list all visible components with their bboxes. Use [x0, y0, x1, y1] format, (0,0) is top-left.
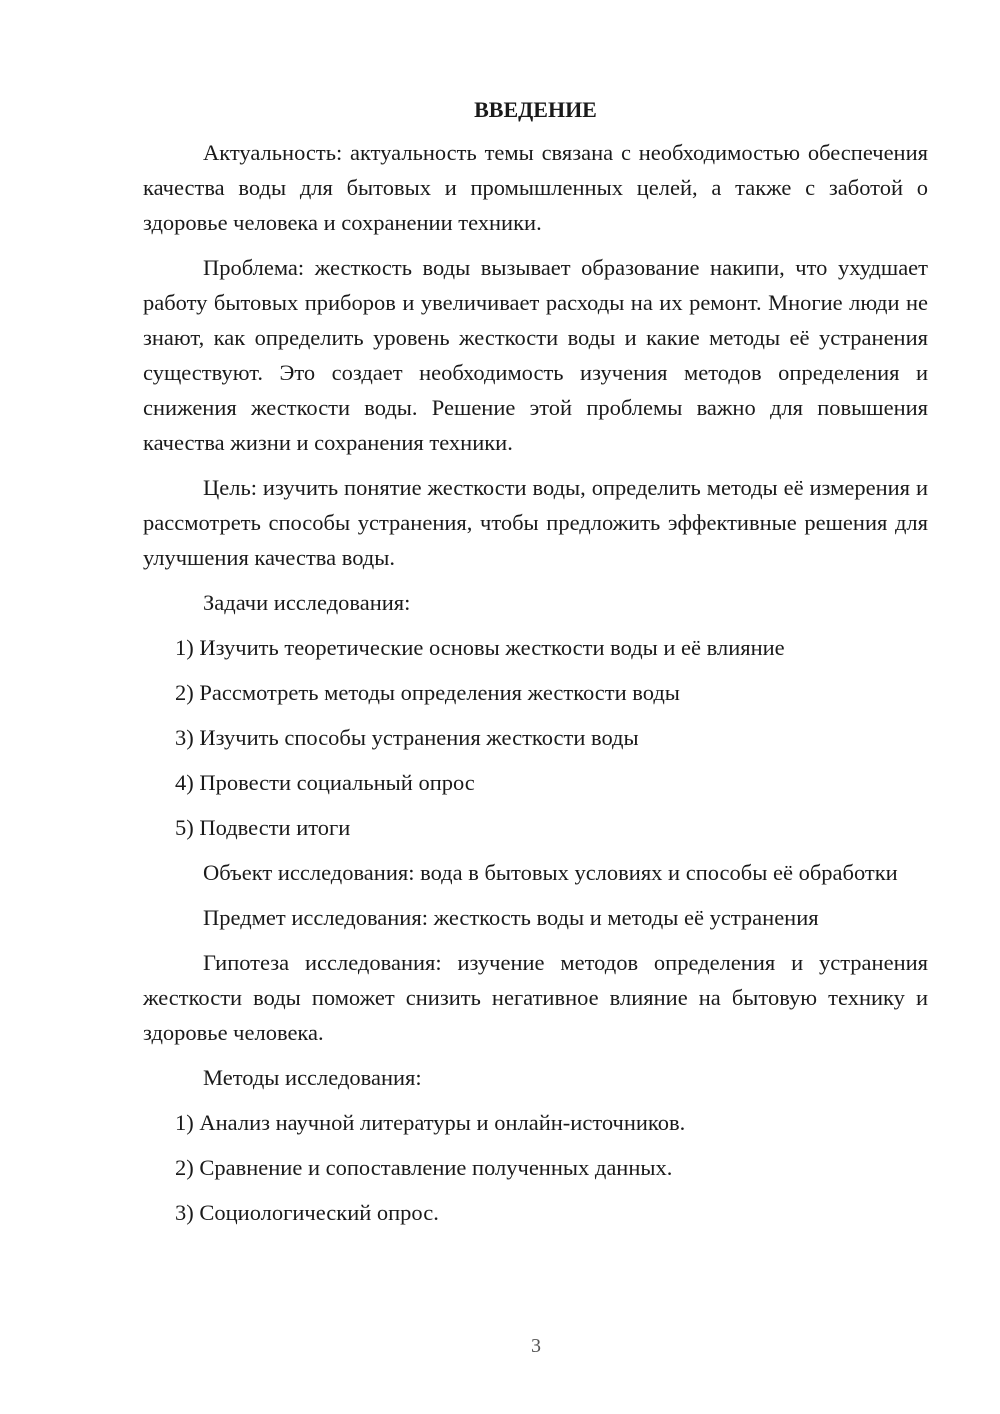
page-number: 3	[531, 1335, 541, 1357]
relevance-paragraph: Актуальность: актуальность темы связана с необходимостью обеспечения качества воды для бытовых и промышленных целей, а также с заботой о здоровье человека и сохранении техники.	[143, 140, 928, 235]
list-item: 4) Провести социальный опрос	[175, 770, 475, 795]
hypothesis-paragraph: Гипотеза исследования: изучение методов определения и устранения жесткости воды поможет снизить негативное влияние на бытовую технику и здоровье человека.	[143, 950, 928, 1045]
problem-paragraph: Проблема: жесткость воды вызывает образование накипи, что ухудшает работу бытовых приборов и увеличивает расходы на их ремонт. Многие люди не знают, как определить уровень жесткости воды и какие методы её устранения существуют. Это создает необходимость изучения методов определения и снижения жесткости воды. Решение этой проблемы важно для повышения качества жизни и сохранения техники.	[143, 255, 928, 455]
list-item: 2) Рассмотреть методы определения жесткости воды	[175, 680, 680, 705]
tasks-title: Задачи исследования:	[203, 590, 411, 615]
methods-title: Методы исследования:	[203, 1065, 422, 1090]
object-paragraph: Объект исследования: вода в бытовых условиях и способы её обработки	[203, 860, 898, 885]
list-item: 1) Анализ научной литературы и онлайн-источников.	[175, 1110, 686, 1135]
page-content	[143, 95, 928, 1240]
methods-list	[143, 1105, 928, 1230]
tasks-list	[143, 630, 928, 845]
list-item: 5) Подвести итоги	[175, 815, 351, 840]
goal-paragraph: Цель: изучить понятие жесткости воды, определить методы её измерения и рассмотреть способы устранения, чтобы предложить эффективные решения для улучшения качества воды.	[143, 475, 928, 570]
subject-paragraph: Предмет исследования: жесткость воды и методы её устранения	[203, 905, 819, 930]
list-item: 3) Изучить способы устранения жесткости воды	[175, 725, 639, 750]
list-item: 2) Сравнение и сопоставление полученных данных.	[175, 1155, 673, 1180]
list-item: 3) Социологический опрос.	[175, 1200, 439, 1225]
list-item: 1) Изучить теоретические основы жесткости воды и её влияние	[175, 635, 785, 660]
page-title: ВВЕДЕНИЕ	[474, 97, 597, 122]
